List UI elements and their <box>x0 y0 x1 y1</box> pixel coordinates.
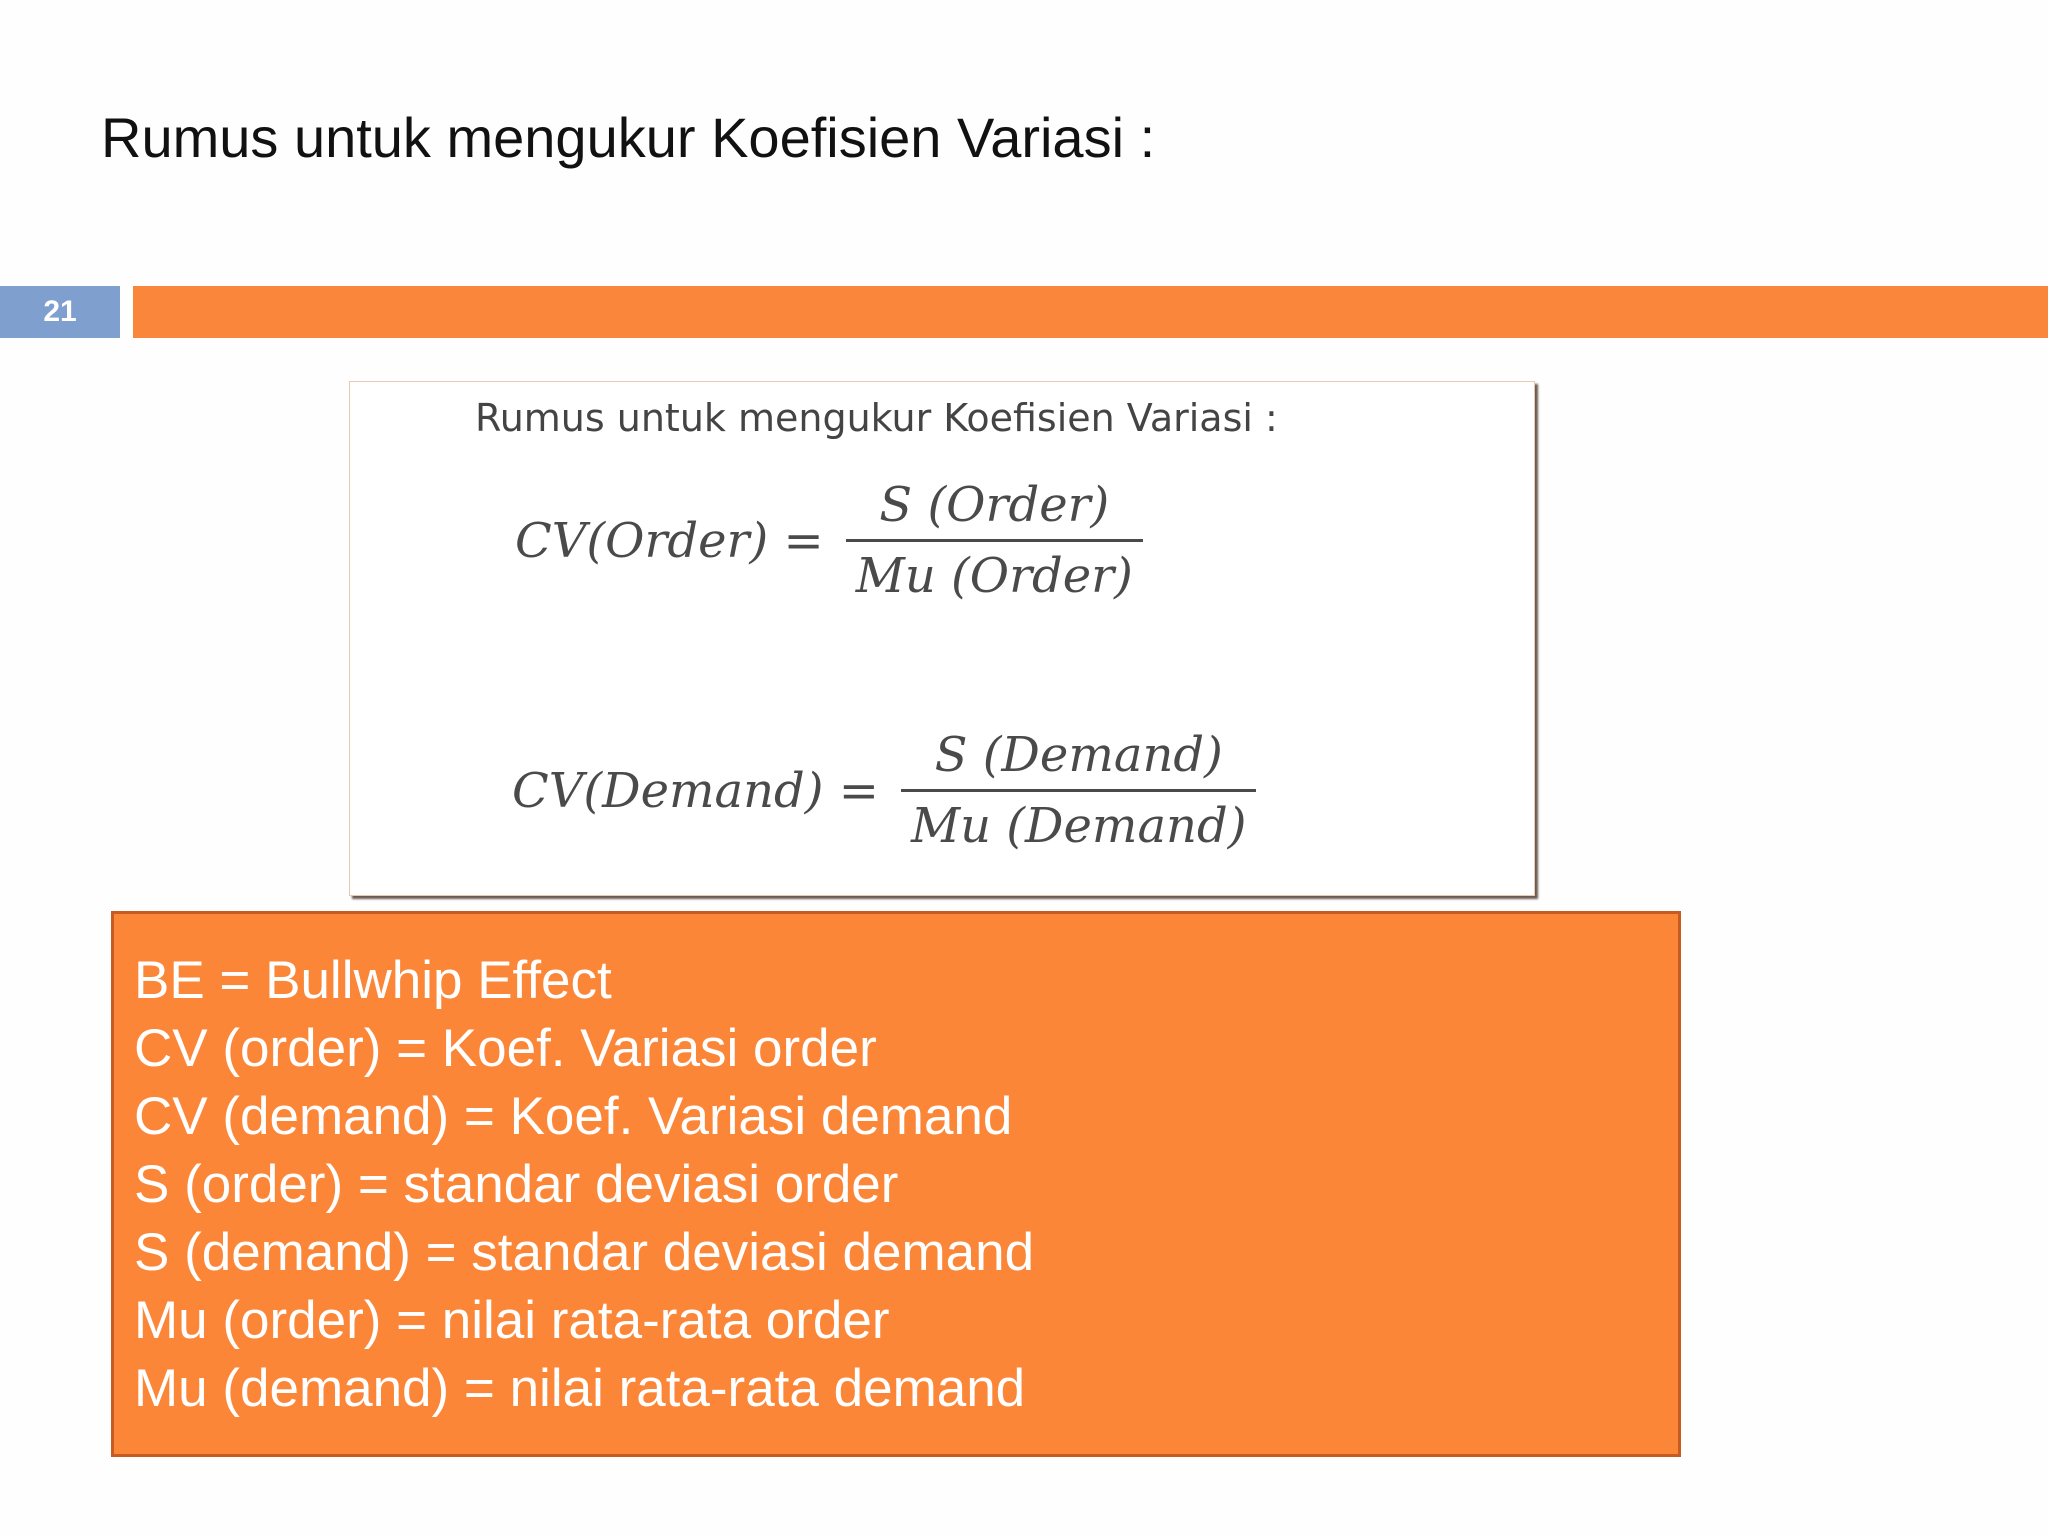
definition-line: S (order) = standar deviasi order <box>134 1155 899 1214</box>
definitions-box <box>111 911 1681 1457</box>
slide-title: Rumus untuk mengukur Koefisien Variasi : <box>101 106 1156 169</box>
slide-number: 21 <box>0 286 120 338</box>
definition-line: BE = Bullwhip Effect <box>134 951 612 1010</box>
formula-fraction <box>901 727 1256 854</box>
definition-line: Mu (order) = nilai rata-rata order <box>134 1291 890 1350</box>
definition-line: Mu (demand) = nilai rata-rata demand <box>134 1359 1026 1418</box>
formula-heading: Rumus untuk mengukur Koefisien Variasi : <box>475 396 1278 440</box>
formula-numerator: S (Order) <box>879 477 1110 533</box>
formula-denominator: Mu (Order) <box>855 548 1133 604</box>
formula-lhs: CV(Order) = <box>515 512 824 569</box>
formula-denominator: Mu (Demand) <box>910 798 1247 854</box>
formula-fraction <box>846 477 1143 604</box>
definition-line: CV (demand) = Koef. Variasi demand <box>134 1087 1013 1146</box>
formula-image <box>349 381 1535 896</box>
definition-line: CV (order) = Koef. Variasi order <box>134 1019 877 1078</box>
definition-line: S (demand) = standar deviasi demand <box>134 1223 1035 1282</box>
formula-lhs: CV(Demand) = <box>512 762 879 819</box>
cv-order-formula <box>515 477 1143 604</box>
cv-demand-formula <box>512 727 1256 854</box>
formula-numerator: S (Demand) <box>934 727 1223 783</box>
title-divider-bar <box>133 286 2048 338</box>
